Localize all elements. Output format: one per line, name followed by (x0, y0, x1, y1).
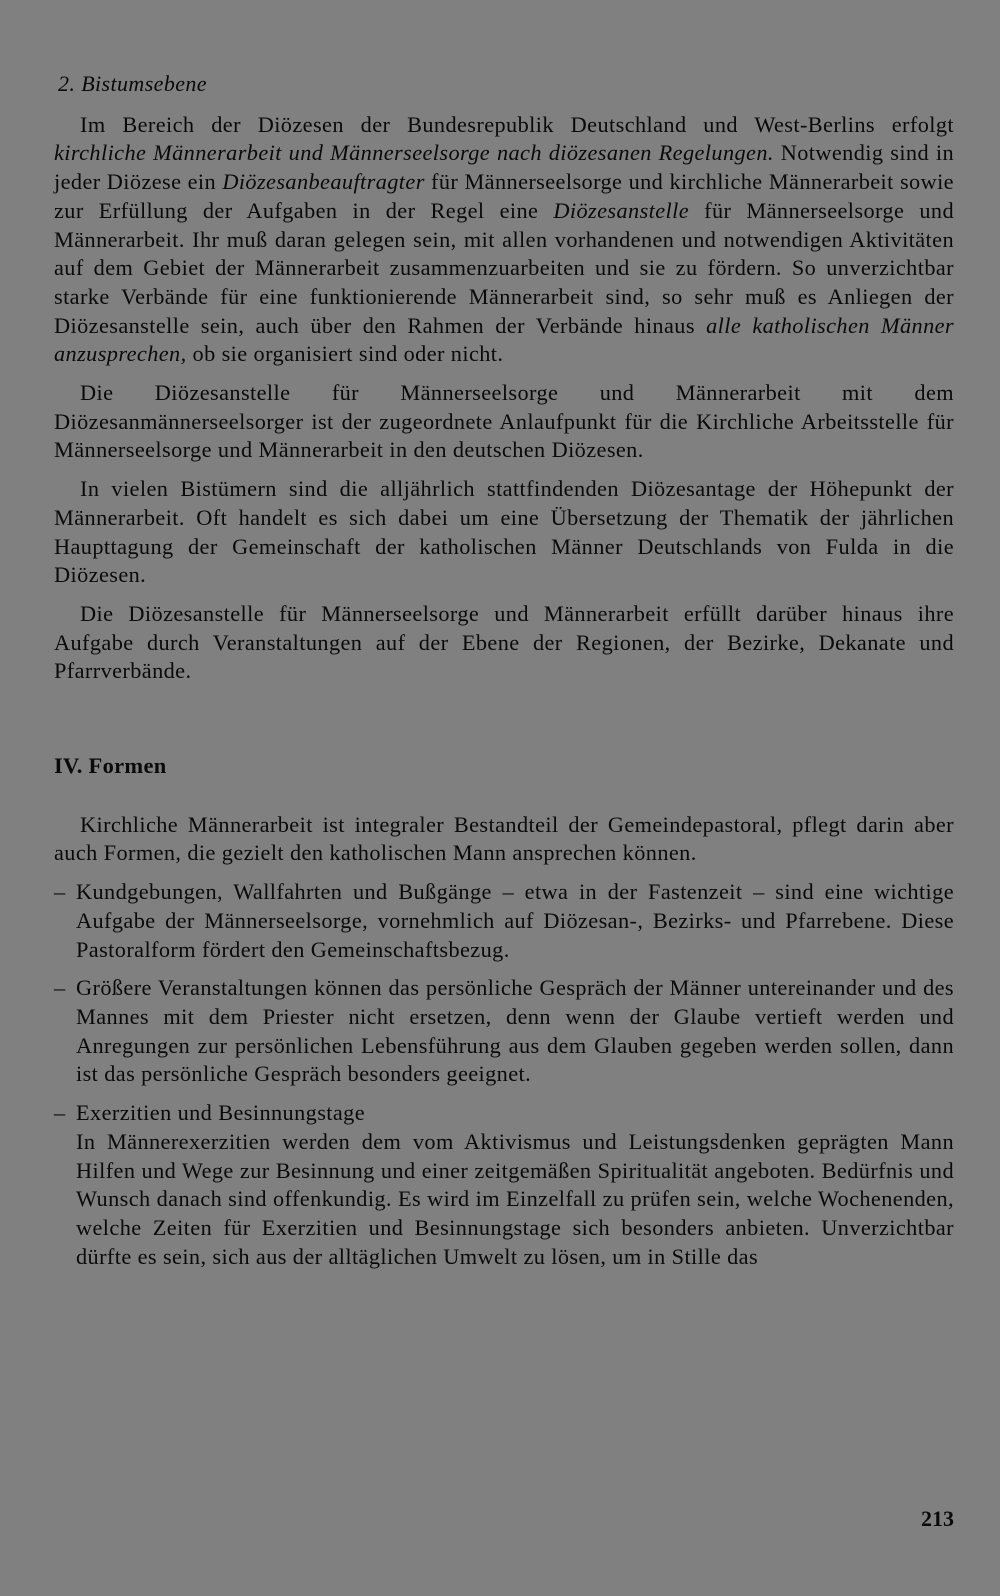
body-text (54, 70, 954, 1271)
text-run: für Männerseelsorge und Männerarbeit. Ihr muß daran gelegen sein, mit allen vorhandenen und notwendigen Aktivitäten auf dem Gebiet der Männerarbeit zusammenzuarbeiten und sie zu fördern. So unverzichtbar starke Verbände für eine funktionierende Männerarbeit sind, so sehr muß es Anliegen der Diözesanstelle sein, auch über den Rahmen der Verbände hinaus (54, 197, 954, 338)
text-run: ob sie organisiert sind oder nicht. (186, 341, 504, 367)
forms-list (54, 878, 954, 1271)
italic-text: Diözesanbeauftragter (222, 169, 425, 195)
paragraph (54, 111, 954, 369)
italic-text: Diözesanstelle (553, 197, 690, 223)
list-item-text: Größere Veranstaltungen können das persönliche Gespräch der Männer untereinander und des Mannes mit dem Priester nicht ersetzen, denn wenn der Glaube vertieft werden und Anregungen zur persönlichen Lebensführung aus dem Glauben gegeben werden sollen, dann ist das persönliche Gespräch besonders geeignet. (76, 975, 954, 1087)
subsection-heading: 2. Bistumsebene (58, 71, 207, 96)
list-item-text: Kundgebungen, Wallfahrten und Bußgänge – etwa in der Fastenzeit – sind eine wichtige Aufgabe der Männerseelsorge, vornehmlich auf Diözesan-, Bezirks- und Pfarrebene. Diese Pastoralform fördert den Gemeinschaftsbezug. (76, 879, 954, 962)
list-item (54, 974, 954, 1089)
text-run: Die Diözesanstelle für Männerseelsorge und Männerarbeit mit dem Diözesanmännerseelsorger ist der zugeordnete Anlaufpunkt für die Kirchliche Arbeitsstelle für Männerseelsorge und Männerarbeit in den deutschen Diözesen. (54, 380, 954, 463)
list-item-text: In Männerexerzitien werden dem vom Aktivismus und Leistungsdenken geprägten Mann Hilfen und Wege zur Besinnung und einer zeitgemäßen Spiritualität angeboten. Bedürfnis und Wunsch danach sind offenkundig. Es wird im Einzelfall zu prüfen sein, welche Wochenenden, welche Zeiten für Exerzitien und Besinnungstage sich besonders anbieten. Unverzichtbar dürfte es sein, sich aus der alltäglichen Umwelt zu lösen, um in Stille das (76, 1128, 954, 1269)
text-run: Im Bereich der Diözesen der Bundesrepublik Deutschland und West-Berlins erfolgt (80, 111, 954, 137)
text-run: Notwendig sind in jeder Diözese ein (54, 140, 954, 195)
dash-bullet: – (54, 879, 66, 905)
subsection-body (54, 111, 954, 686)
dash-bullet: – (54, 975, 66, 1001)
list-item (54, 1099, 954, 1271)
italic-text: kirchliche Männerarbeit und Männerseelsorge nach diözesanen Regelungen. (54, 140, 774, 166)
paragraph (54, 475, 954, 590)
section-intro: Kirchliche Männerarbeit ist integraler Bestandteil der Gemeindepastoral, pflegt darin aber auch Formen, die gezielt den katholischen Mann ansprechen können. (54, 811, 954, 866)
section-heading: IV. Formen (54, 753, 167, 779)
italic-text: alle katholischen Männer anzusprechen, (54, 312, 954, 367)
text-run: Die Diözesanstelle für Männerseelsorge und Männerarbeit erfüllt darüber hinaus ihre Aufgabe durch Veranstaltungen auf der Ebene der Regionen, der Bezirke, Dekanate und Pfarrverbände. (54, 600, 954, 684)
list-item-title: Exerzitien und Besinnungstage (76, 1100, 366, 1126)
dash-bullet: – (54, 1100, 66, 1126)
page-number: 213 (921, 1506, 954, 1531)
text-run: für Männerseelsorge und kirchliche Männerarbeit sowie zur Erfüllung der Aufgaben in der Regel eine (54, 169, 954, 223)
text-run: In vielen Bistümern sind die alljährlich stattfindenden Diözesantage der Höhepunkt der Männerarbeit. Oft handelt es sich dabei um eine Übersetzung der Thematik der jährlichen Haupttagung der Gemeinschaft der katholischen Männer Deutschlands von Fulda in die Diözesen. (54, 476, 954, 588)
paragraph (54, 600, 954, 686)
paragraph (54, 379, 954, 465)
list-item (54, 878, 954, 964)
